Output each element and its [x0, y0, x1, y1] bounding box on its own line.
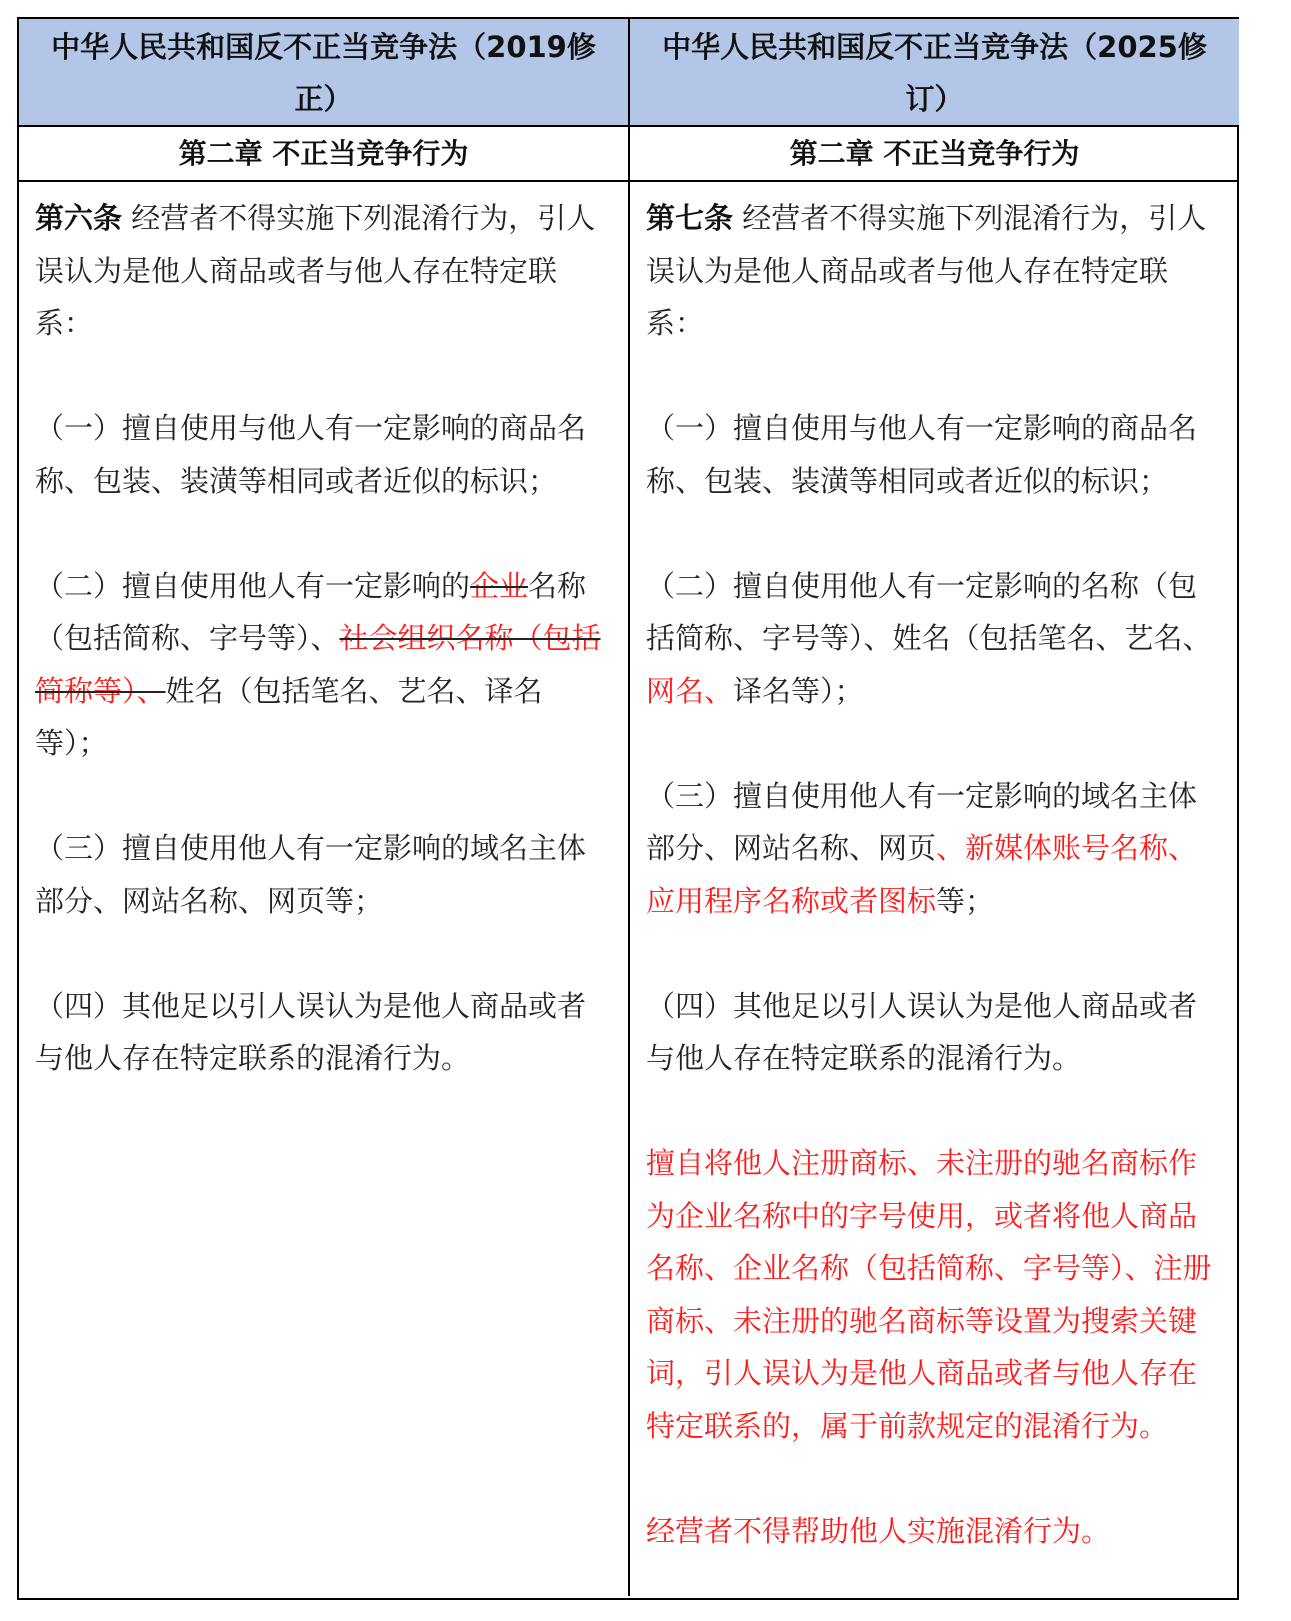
right-intro: [646, 192, 1225, 350]
right-item-3-part-b: 等；: [936, 883, 995, 918]
left-intro: [35, 192, 614, 350]
left-item-1: （一）擅自使用与他人有一定影响的商品名称、包装、装潢等相同或者近似的标识；: [35, 411, 587, 498]
left-item-2-part-b: 名称（包括简称、字号等）、: [35, 568, 587, 655]
left-item-4: （四）其他足以引人误认为是他人商品或者与他人存在特定联系的混淆行为。: [35, 988, 587, 1075]
left-item-3: （三）擅自使用他人有一定影响的域名主体部分、网站名称、网页等；: [35, 831, 587, 918]
chapter-right: 第二章 不正当竞争行为: [630, 127, 1239, 182]
left-item-2-deleted-1: 企业: [470, 568, 529, 603]
right-item-2-part-b: 译名等）；: [733, 673, 864, 708]
left-article-number: 第六条: [35, 201, 123, 235]
right-item-2: [646, 560, 1225, 718]
right-article-number: 第七条: [646, 201, 734, 235]
right-intro-text: 经营者不得实施下列混淆行为，引人误认为是他人商品或者与他人存在特定联系：: [646, 201, 1207, 340]
chapter-left: 第二章 不正当竞争行为: [19, 127, 630, 182]
right-article-body: [630, 182, 1239, 1596]
right-item-2-part-a: （二）擅自使用他人有一定影响的名称（包括简称、字号等）、姓名（包括笔名、艺名、: [646, 568, 1212, 655]
right-item-3-added: 、新媒体账号名称、应用程序名称或者图标: [646, 831, 1198, 918]
right-new-paragraph-2: 经营者不得帮助他人实施混淆行为。: [646, 1513, 1111, 1548]
left-item-2-part-c: 姓名（包括笔名、艺名、译名等）；: [35, 673, 543, 760]
left-item-2: [35, 560, 614, 770]
header-left-title: 中华人民共和国反不正当竞争法（2019修正）: [19, 19, 630, 127]
right-item-4: （四）其他足以引人误认为是他人商品或者与他人存在特定联系的混淆行为。: [646, 988, 1198, 1075]
left-item-2-part-a: （二）擅自使用他人有一定影响的: [35, 568, 471, 603]
left-intro-text: 经营者不得实施下列混淆行为，引人误认为是他人商品或者与他人存在特定联系：: [35, 201, 596, 340]
right-item-2-added: 网名、: [646, 673, 734, 708]
right-item-3-part-a: （三）擅自使用他人有一定影响的域名主体部分、网站名称、网页: [646, 778, 1198, 865]
right-item-1: （一）擅自使用与他人有一定影响的商品名称、包装、装潢等相同或者近似的标识；: [646, 411, 1198, 498]
right-item-3: [646, 770, 1225, 928]
comparison-table: [17, 17, 1239, 1600]
right-new-paragraph-1: 擅自将他人注册商标、未注册的驰名商标作为企业名称中的字号使用，或者将他人商品名称、企业名称（包括简称、字号等）、注册商标、未注册的驰名商标等设置为搜索关键词，引人误认为是他人商品或者与他人存在特定联系的，属于前款规定的混淆行为。: [646, 1146, 1212, 1443]
left-article-body: [19, 182, 630, 1596]
header-right-title: 中华人民共和国反不正当竞争法（2025修订）: [630, 19, 1239, 127]
left-item-2-deleted-2: 社会组织名称（包括简称等）、: [35, 621, 601, 708]
